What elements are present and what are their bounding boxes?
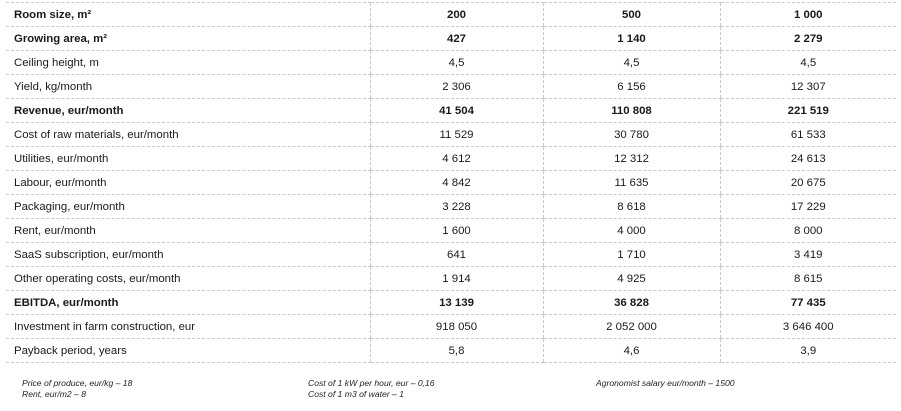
row-label: Labour, eur/month [6, 171, 370, 195]
notes-column-salary [596, 378, 735, 389]
table-row [6, 75, 896, 99]
value-cell: 36 828 [543, 291, 720, 315]
table-body [6, 3, 896, 363]
notes-column-utilities [308, 378, 435, 399]
value-cell: 11 529 [370, 123, 543, 147]
value-cell: 6 156 [543, 75, 720, 99]
value-cell: 2 052 000 [543, 315, 720, 339]
value-cell: 1 914 [370, 267, 543, 291]
value-cell: 12 307 [720, 75, 896, 99]
value-cell: 1 710 [543, 243, 720, 267]
value-cell: 4 925 [543, 267, 720, 291]
value-cell: 2 306 [370, 75, 543, 99]
table-row [6, 195, 896, 219]
value-cell: 4 612 [370, 147, 543, 171]
value-cell: 221 519 [720, 99, 896, 123]
value-cell: 30 780 [543, 123, 720, 147]
value-cell: 3 419 [720, 243, 896, 267]
row-label: Utilities, eur/month [6, 147, 370, 171]
table-row [6, 339, 896, 363]
row-label: EBITDA, eur/month [6, 291, 370, 315]
notes-column-prices [22, 378, 132, 399]
row-label: SaaS subscription, eur/month [6, 243, 370, 267]
row-label: Packaging, eur/month [6, 195, 370, 219]
value-cell: 641 [370, 243, 543, 267]
value-cell: 500 [543, 3, 720, 27]
value-cell: 3,9 [720, 339, 896, 363]
table-row [6, 27, 896, 51]
value-cell: 200 [370, 3, 543, 27]
value-cell: 4,5 [370, 51, 543, 75]
value-cell: 8 618 [543, 195, 720, 219]
value-cell: 4,5 [720, 51, 896, 75]
value-cell: 17 229 [720, 195, 896, 219]
table-row [6, 219, 896, 243]
value-cell: 918 050 [370, 315, 543, 339]
row-label: Yield, kg/month [6, 75, 370, 99]
value-cell: 427 [370, 27, 543, 51]
value-cell: 1 000 [720, 3, 896, 27]
value-cell: 61 533 [720, 123, 896, 147]
table-row [6, 171, 896, 195]
table-row [6, 267, 896, 291]
value-cell: 13 139 [370, 291, 543, 315]
table-row [6, 51, 896, 75]
table-row [6, 243, 896, 267]
row-label: Growing area, m² [6, 27, 370, 51]
table-row [6, 315, 896, 339]
row-label: Ceiling height, m [6, 51, 370, 75]
row-label: Cost of raw materials, eur/month [6, 123, 370, 147]
value-cell: 2 279 [720, 27, 896, 51]
value-cell: 41 504 [370, 99, 543, 123]
value-cell: 4,6 [543, 339, 720, 363]
value-cell: 8 000 [720, 219, 896, 243]
note-electricity-cost: Cost of 1 kW per hour, eur – 0,16 [308, 378, 435, 388]
row-label: Revenue, eur/month [6, 99, 370, 123]
value-cell: 3 646 400 [720, 315, 896, 339]
value-cell: 3 228 [370, 195, 543, 219]
note-water-cost: Cost of 1 m3 of water – 1 [308, 388, 405, 399]
row-label: Investment in farm construction, eur [6, 315, 370, 339]
row-label: Room size, m² [6, 3, 370, 27]
table-row [6, 3, 896, 27]
value-cell: 110 808 [543, 99, 720, 123]
table-row [6, 291, 896, 315]
table-row [6, 99, 896, 123]
value-cell: 1 140 [543, 27, 720, 51]
value-cell: 8 615 [720, 267, 896, 291]
table-row [6, 123, 896, 147]
value-cell: 11 635 [543, 171, 720, 195]
value-cell: 12 312 [543, 147, 720, 171]
value-cell: 77 435 [720, 291, 896, 315]
table-row [6, 147, 896, 171]
value-cell: 4,5 [543, 51, 720, 75]
note-rent: Rent, eur/m2 – 8 [22, 388, 87, 399]
value-cell: 4 842 [370, 171, 543, 195]
value-cell: 4 000 [543, 219, 720, 243]
row-label: Other operating costs, eur/month [6, 267, 370, 291]
note-price-of-produce: Price of produce, eur/kg – 18 [22, 378, 133, 388]
value-cell: 1 600 [370, 219, 543, 243]
row-label: Payback period, years [6, 339, 370, 363]
value-cell: 5,8 [370, 339, 543, 363]
value-cell: 20 675 [720, 171, 896, 195]
note-agronomist-salary: Agronomist salary eur/month – 1500 [596, 378, 735, 388]
row-label: Rent, eur/month [6, 219, 370, 243]
financial-table [6, 2, 896, 363]
value-cell: 24 613 [720, 147, 896, 171]
